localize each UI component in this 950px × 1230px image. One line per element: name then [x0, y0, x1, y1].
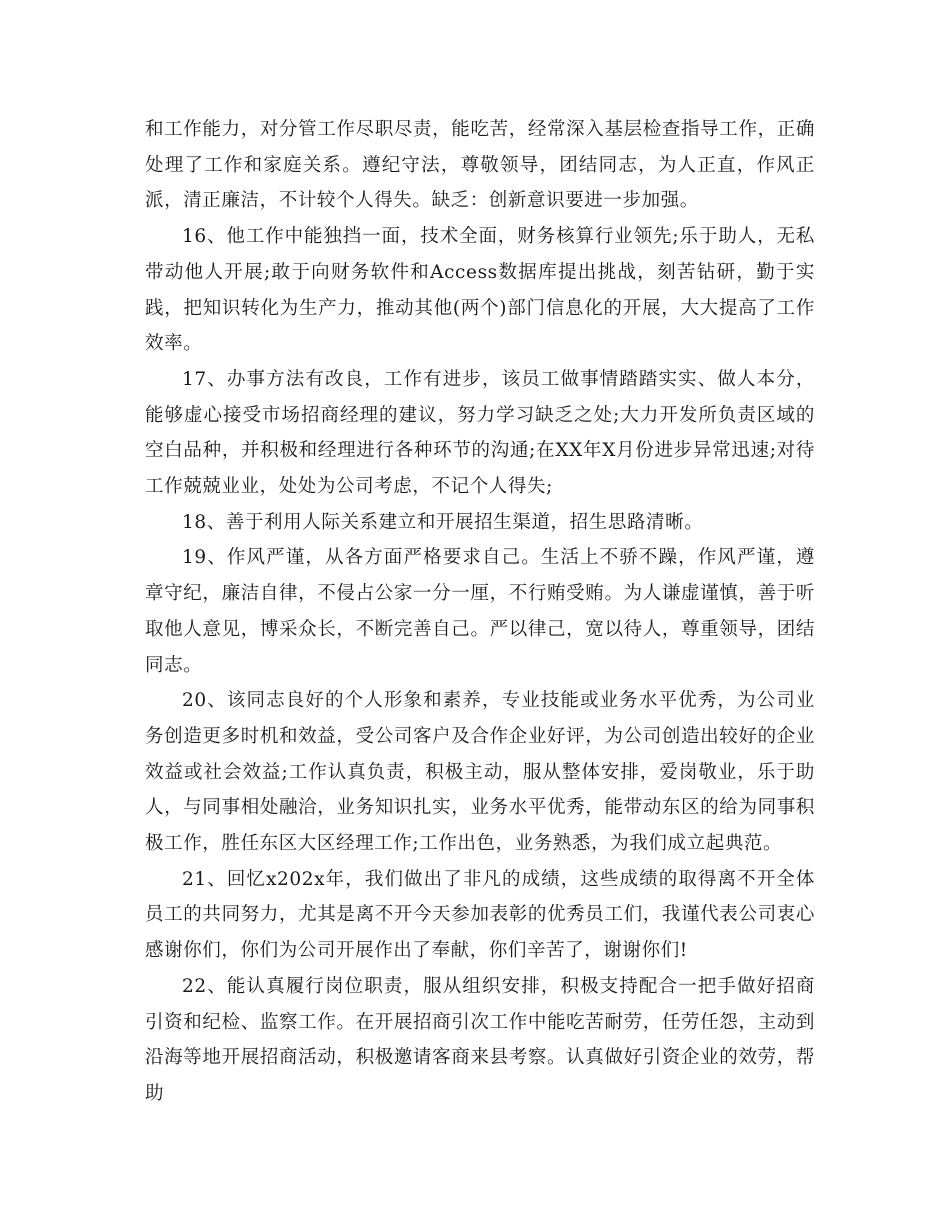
paragraph-item-20: 20、该同志良好的个人形象和素养，专业技能或业务水平优秀，为公司业务创造更多时机和效益，受公司客户及合作企业好评，为公司创造出较好的企业效益或社会效益;工作认真负责，积极主动，服从整体安排，爱岗敬业，乐于助人，与同事相处融洽，业务知识扎实，业务水平优秀，能带动东区的给为同事积极工作，胜任东区大区经理工作;工作出色，业务熟悉，为我们成立起典范。 — [145, 690, 815, 855]
paragraph-continuation: 和工作能力，对分管工作尽职尽责，能吃苦，经常深入基层检查指导工作，正确处理了工作和家庭关系。遵纪守法，尊敬领导，团结同志，为人正直，作风正派，清正廉洁，不计较个人得失。缺乏：创新意识要进一步加强。 — [145, 119, 815, 212]
paragraph-item-17: 17、办事方法有改良，工作有进步，该员工做事情踏踏实实、做人本分，能够虚心接受市场招商经理的建议，努力学习缺乏之处;大力开发所负责区域的空白品种，并积极和经理进行各种环节的沟通;在XX年X月份进步异常迅速;对待工作兢兢业业，处处为公司考虑，不记个人得失; — [145, 368, 815, 498]
paragraph-item-22: 22、能认真履行岗位职责，服从组织安排，积极支持配合一把手做好招商引资和纪检、监察工作。在开展招商引次工作中能吃苦耐劳，任劳任怨，主动到沿海等地开展招商活动，积极邀请客商来县考察。认真做好引资企业的效劳，帮助 — [145, 975, 815, 1104]
paragraph-item-21: 21、回忆x202x年，我们做出了非凡的成绩，这些成绩的取得离不开全体员工的共同努力，尤其是离不开今天参加表彰的优秀员工们，我谨代表公司衷心感谢你们，你们为公司开展作出了奉献，你们辛苦了，谢谢你们! — [145, 868, 815, 962]
paragraph-item-19: 19、作风严谨，从各方面严格要求自己。生活上不骄不躁，作风严谨，遵章守纪，廉洁自律，不侵占公家一分一厘，不行贿受贿。为人谦虚谨慎，善于听取他人意见，博采众长，不断完善自己。严以律己，宽以待人，尊重领导，团结同志。 — [145, 547, 815, 676]
paragraph-item-16: 16、他工作中能独挡一面，技术全面，财务核算行业领先;乐于助人，无私带动他人开展;敢于向财务软件和Access数据库提出挑战，刻苦钻研，勤于实践，把知识转化为生产力，推动其他(两个)部门信息化的开展，大大提高了工作效率。 — [145, 226, 815, 355]
document-body — [145, 112, 815, 1112]
paragraph-item-18: 18、善于利用人际关系建立和开展招生渠道，招生思路清晰。 — [182, 511, 704, 533]
